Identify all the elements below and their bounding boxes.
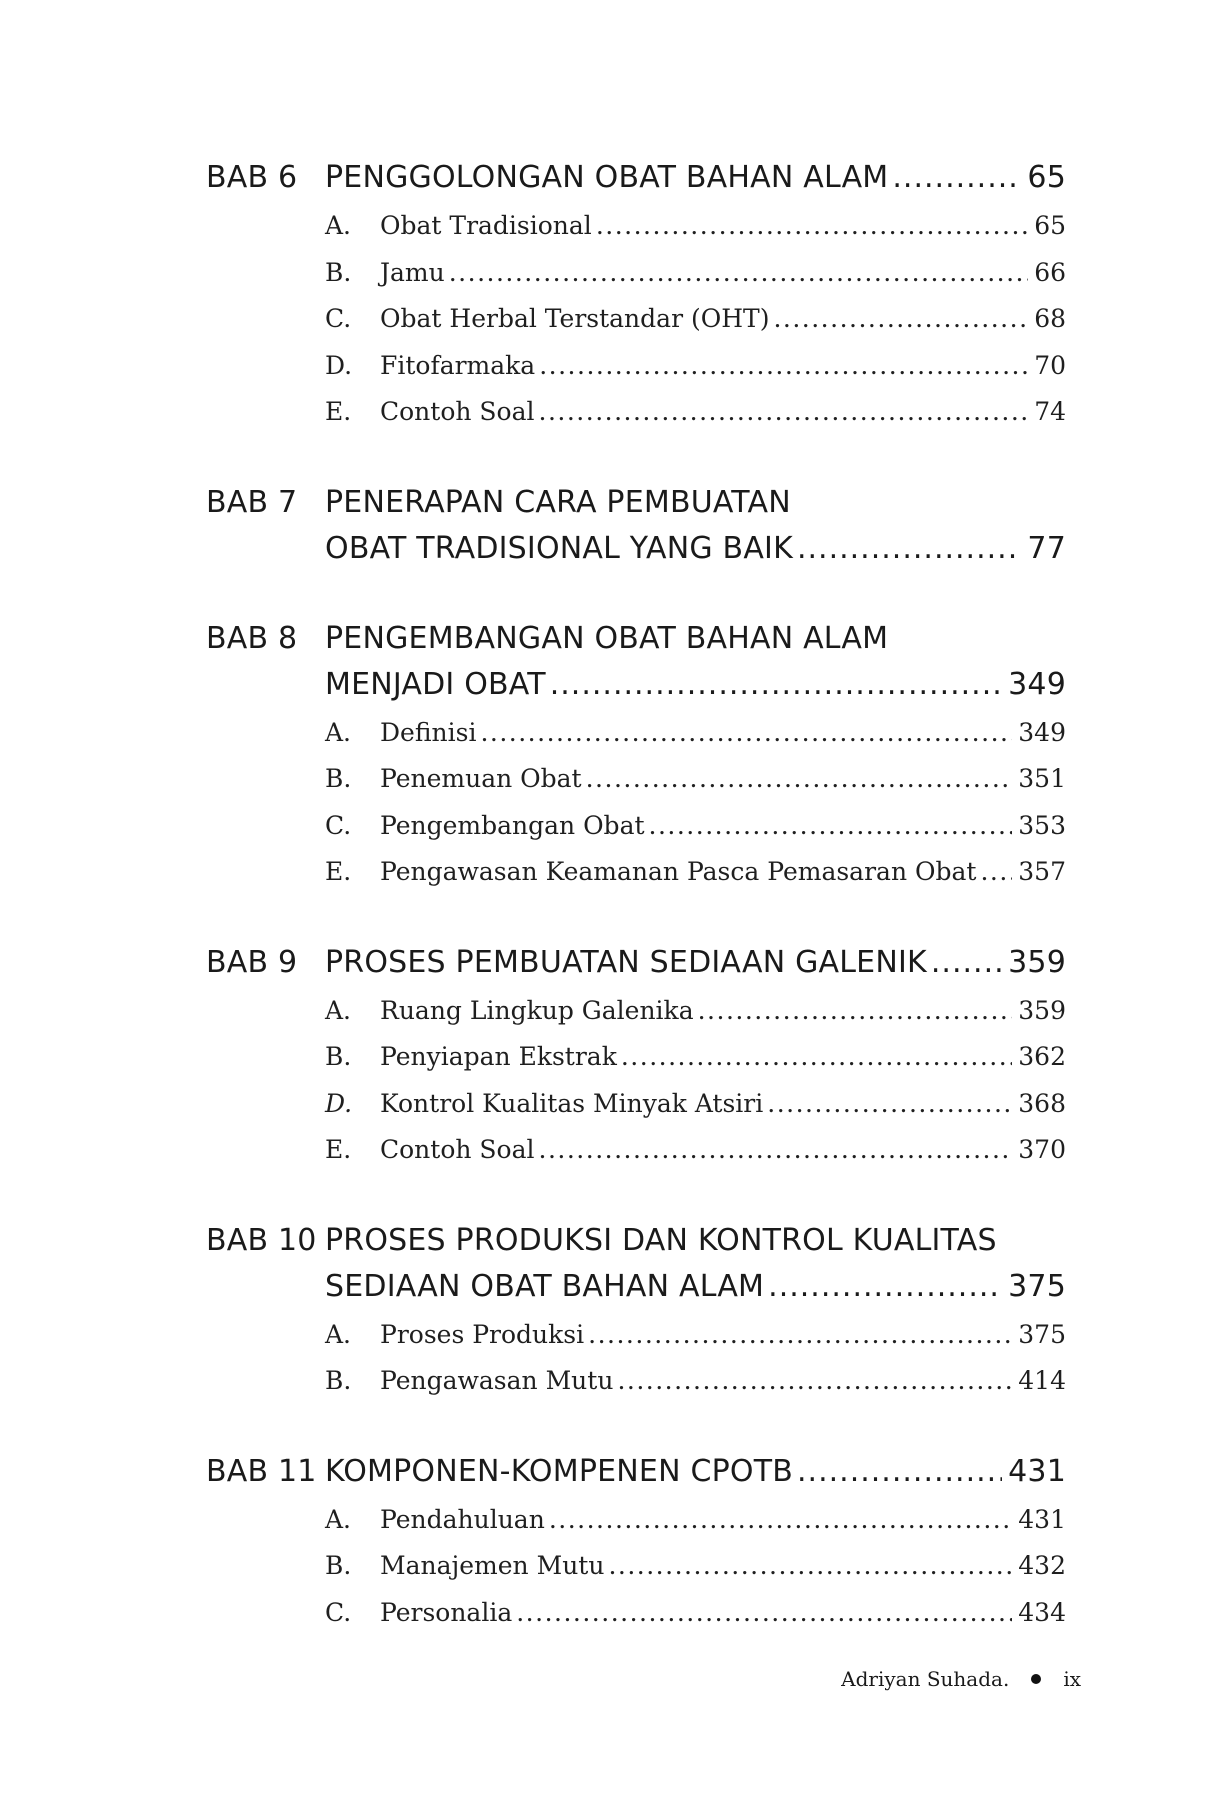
section-letter: B. [325,257,352,287]
section-list [206,710,1066,896]
toc-chapter [206,155,1066,436]
dot-leader [617,1358,1012,1405]
section-title: Proses Produksi [380,1319,585,1349]
dot-leader [773,296,1028,343]
section-page-number: 370 [1018,1135,1066,1164]
section-page-number: 351 [1018,764,1066,793]
chapter-page-number: 65 [1027,160,1066,195]
toc-section-entry [325,849,1066,896]
chapter-title-text: PENGGOLONGAN OBAT BAHAN ALAM [325,160,889,195]
chapter-label: BAB 7 [206,484,298,520]
section-title: Definisi [380,717,477,747]
chapter-label: BAB 6 [206,160,298,195]
dot-leader [649,803,1013,850]
chapter-label: BAB 9 [206,944,298,980]
section-letter: E. [325,857,352,886]
section-title: Pengembangan Obat [380,810,645,840]
toc-section-entry [325,1590,1066,1637]
dot-leader [596,203,1028,250]
section-title: Obat Herbal Terstandar (OHT) [380,304,770,333]
chapter-label: BAB 10 [206,1222,317,1258]
chapter-title-line [325,1218,1066,1264]
toc-section-entry [325,203,1066,250]
chapter-title [325,155,1066,201]
section-letter: D. [325,350,353,380]
chapter-heading [206,480,1066,572]
section-page-number: 359 [1018,995,1066,1025]
chapter-title [325,1218,1066,1310]
section-page-number: 414 [1018,1366,1066,1395]
section-title: Penemuan Obat [380,764,582,793]
section-page-number: 68 [1034,304,1066,333]
section-title: Pengawasan Keamanan Pasca Pemasaran Obat [380,857,977,886]
section-page-number: 432 [1018,1551,1066,1580]
section-title: Ruang Lingkup Galenika [380,995,694,1025]
toc-section-entry [325,1543,1066,1590]
section-page-number: 362 [1018,1042,1066,1071]
section-title: Kontrol Kualitas Minyak Atsiri [380,1088,764,1118]
bullet-icon [1031,1674,1041,1684]
dot-leader [931,940,1002,986]
toc-section-entry [325,1034,1066,1081]
section-page-number: 65 [1034,211,1066,240]
chapter-heading [206,155,1066,201]
dot-leader [539,343,1028,390]
section-list [206,1312,1066,1405]
chapter-title-text: PROSES PRODUKSI DAN KONTROL KUALITAS [325,1222,997,1258]
chapter-title [325,940,1066,986]
section-title: Obat Tradisional [380,211,592,240]
footer-author: Adriyan Suhada. [841,1667,1010,1691]
section-letter: A. [325,717,352,747]
chapter-title [325,616,1066,708]
chapter-heading [206,1218,1066,1310]
section-page-number: 357 [1018,857,1066,886]
dot-leader [550,662,1002,708]
dot-leader [621,1034,1012,1081]
section-page-number: 434 [1018,1597,1066,1627]
section-title: Contoh Soal [380,1135,535,1164]
section-letter: A. [325,1319,352,1349]
section-letter: B. [325,764,352,793]
section-letter: E. [325,397,352,426]
section-page-number: 74 [1034,397,1066,426]
dot-leader [549,1497,1012,1544]
section-letter: C. [325,1597,352,1627]
section-list [206,203,1066,436]
chapter-title-text: PENGEMBANGAN OBAT BAHAN ALAM [325,620,889,656]
section-letter: C. [325,810,352,840]
toc-section-entry [325,803,1066,850]
section-title: Jamu [380,257,445,287]
section-title: Personalia [380,1597,513,1627]
chapter-label: BAB 8 [206,620,298,656]
chapter-title-text: PROSES PEMBUATAN SEDIAAN GALENIK [325,944,927,980]
dot-leader [539,389,1029,436]
chapter-title-line [325,1449,1066,1495]
section-page-number: 368 [1018,1088,1066,1118]
dot-leader [449,250,1028,297]
chapter-heading [206,616,1066,708]
dot-leader [768,1264,1002,1310]
table-of-contents [206,155,1066,1680]
section-list [206,988,1066,1174]
toc-section-entry [325,250,1066,297]
toc-section-entry [325,1127,1066,1174]
section-title: Penyiapan Ekstrak [380,1042,617,1071]
toc-section-entry [325,296,1066,343]
chapter-title [325,480,1066,572]
section-page-number: 375 [1018,1319,1066,1349]
section-page-number: 66 [1034,257,1066,287]
section-list [206,1497,1066,1637]
chapter-title-text: KOMPONEN-KOMPENEN CPOTB [325,1453,794,1489]
chapter-page-number: 359 [1008,944,1066,980]
toc-section-entry [325,1497,1066,1544]
toc-chapter [206,480,1066,572]
section-letter: D. [325,1088,353,1118]
page-footer [841,1667,1081,1691]
dot-leader [480,710,1012,757]
chapter-title-line [325,662,1066,708]
dot-leader [698,988,1013,1035]
dot-leader [608,1543,1012,1590]
section-title: Pengawasan Mutu [380,1366,614,1395]
chapter-page-number: 349 [1008,666,1066,702]
chapter-title-text: OBAT TRADISIONAL YANG BAIK [325,530,793,566]
section-title: Fitofarmaka [380,350,536,380]
chapter-heading [206,1449,1066,1495]
toc-section-entry [325,1312,1066,1359]
dot-leader [539,1127,1013,1174]
toc-chapter [206,616,1066,896]
section-letter: A. [325,1504,352,1534]
toc-chapter [206,940,1066,1174]
chapter-heading [206,940,1066,986]
dot-leader [516,1590,1012,1637]
chapter-title-line [325,480,1066,526]
toc-chapter [206,1449,1066,1637]
chapter-page-number: 431 [1008,1453,1066,1489]
section-title: Manajemen Mutu [380,1551,605,1580]
chapter-title-text: MENJADI OBAT [325,666,546,702]
section-page-number: 349 [1018,717,1066,747]
dot-leader [892,155,1021,201]
chapter-title-text: SEDIAAN OBAT BAHAN ALAM [325,1268,765,1304]
dot-leader [767,1081,1012,1128]
toc-chapter [206,1218,1066,1405]
section-title: Pendahuluan [380,1504,545,1534]
chapter-title-line [325,155,1066,201]
toc-section-entry [325,1081,1066,1128]
chapter-title-text: PENERAPAN CARA PEMBUATAN [325,484,791,520]
toc-section-entry [325,756,1066,803]
chapter-label: BAB 11 [206,1453,317,1489]
section-letter: A. [325,995,352,1025]
chapter-page-number: 77 [1027,530,1066,566]
dot-leader [588,1312,1012,1359]
toc-section-entry [325,389,1066,436]
section-letter: A. [325,211,352,240]
dot-leader [797,1449,1002,1495]
section-page-number: 353 [1018,810,1066,840]
section-page-number: 431 [1018,1504,1066,1534]
toc-section-entry [325,1358,1066,1405]
footer-page-number: ix [1063,1667,1081,1691]
chapter-title-line [325,616,1066,662]
chapter-title-line [325,526,1066,572]
section-page-number: 70 [1034,350,1066,380]
section-letter: B. [325,1366,352,1395]
chapter-title [325,1449,1066,1495]
toc-section-entry [325,988,1066,1035]
section-title: Contoh Soal [380,397,535,426]
chapter-title-line [325,1264,1066,1310]
section-letter: E. [325,1135,352,1164]
section-letter: B. [325,1042,352,1071]
dot-leader [980,849,1012,896]
toc-section-entry [325,343,1066,390]
chapter-title-line [325,940,1066,986]
toc-section-entry [325,710,1066,757]
section-letter: B. [325,1551,352,1580]
section-letter: C. [325,304,352,333]
dot-leader [797,526,1021,572]
chapter-page-number: 375 [1008,1268,1066,1304]
dot-leader [586,756,1013,803]
